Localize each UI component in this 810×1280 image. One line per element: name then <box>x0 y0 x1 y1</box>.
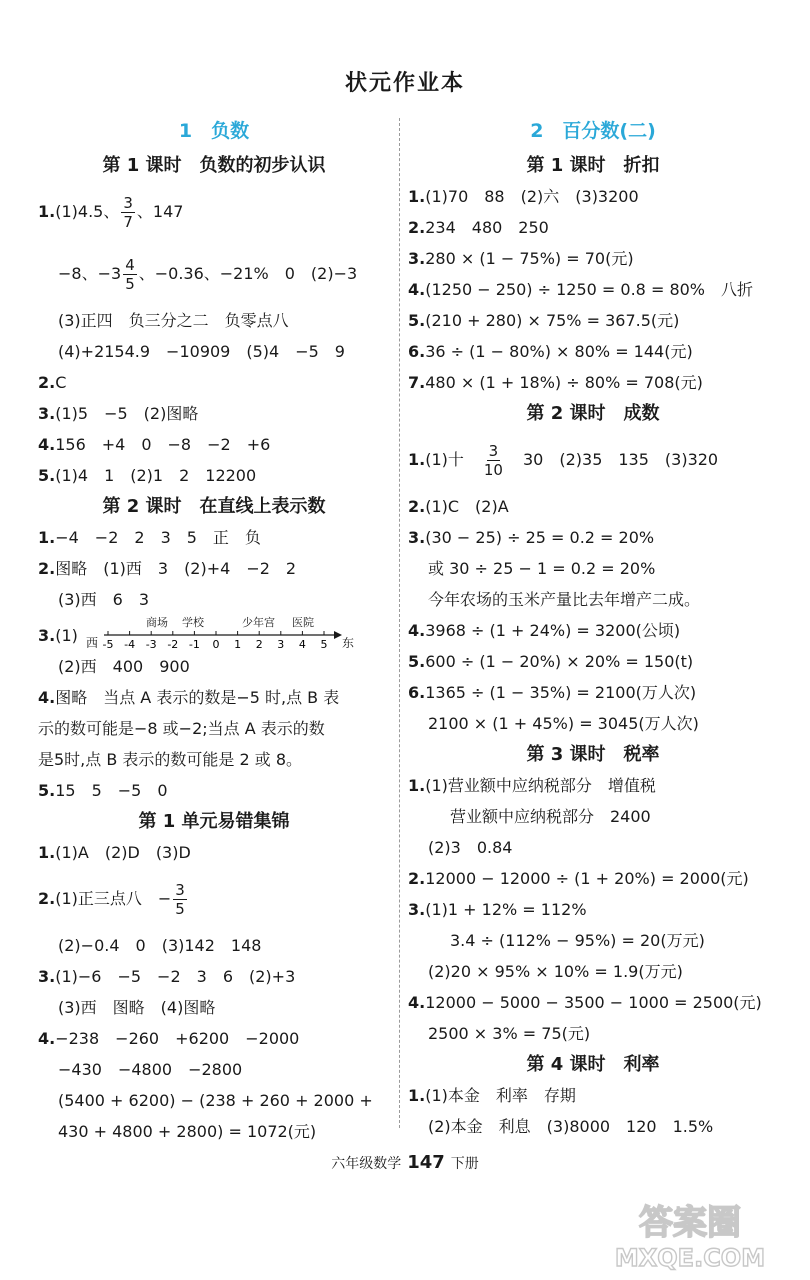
number-line-west-label: 西 <box>85 636 98 650</box>
answer-line: (3)西 6 3 <box>58 590 150 609</box>
fraction: $\frac{3}{7}$ <box>123 194 133 231</box>
answer-line: 2.C <box>38 373 67 392</box>
answer-line: 7.480 × (1 + 18%) ÷ 80% = 708(元) <box>408 373 703 392</box>
answer-line: 2100 × (1 + 45%) = 3045(万人次) <box>428 714 699 733</box>
answer-line: (2)20 × 95% × 10% = 1.9(万元) <box>428 962 683 981</box>
answer-line: 3.(30 − 25) ÷ 25 = 0.2 = 20% <box>408 528 655 547</box>
answer-line: (3)西 图略 (4)图略 <box>58 998 216 1017</box>
answer-line: 1.(1)4.5、 $\frac{3}{7}$ 、147 <box>38 194 184 231</box>
footer-grade: 六年级数学 <box>331 1156 402 1172</box>
number-line-tick-label: 3 <box>277 638 285 651</box>
svg-text:答案圈: 答案圈 <box>639 1203 741 1243</box>
answer-line: 1.−4 −2 2 3 5 正 负 <box>38 528 261 547</box>
page-footer <box>0 1152 810 1173</box>
unit-title: 2 百分数(二) <box>530 120 656 142</box>
answer-line: 4.12000 − 5000 − 3500 − 1000 = 2500(元) <box>408 993 762 1012</box>
unit-title: 1 负数 <box>178 120 250 142</box>
fraction: $\frac{3}{10}$ <box>483 442 503 479</box>
answer-line: 3.280 × (1 − 75%) = 70(元) <box>408 249 634 268</box>
answer-line: 1.(1)营业额中应纳税部分 增值税 <box>408 776 656 795</box>
answer-line: 是5时,点 B 表示的数可能是 2 或 8。 <box>38 750 303 769</box>
left-column <box>38 112 390 1147</box>
answer-line: 或 30 ÷ 25 − 1 = 0.2 = 20% <box>428 559 656 578</box>
number-line-tick-label: 4 <box>298 638 306 651</box>
number-line-ticks <box>102 631 327 651</box>
answer-line: 1.(1)本金 利率 存期 <box>408 1086 576 1105</box>
number-line-tick-label: -1 <box>188 638 200 651</box>
place-label-school: 学校 <box>181 616 204 629</box>
lesson-title: 第 2 课时 在直线上表示数 <box>102 496 326 517</box>
lesson-title: 第 1 课时 负数的初步认识 <box>102 155 326 176</box>
answer-line: 3.(1)5 −5 (2)图略 <box>38 404 199 423</box>
answer-line: 2.(1)C (2)A <box>408 497 509 516</box>
answer-line: 3.4 ÷ (112% − 95%) = 20(万元) <box>450 931 705 950</box>
answer-line: 2.(1)正三点八 − $\frac{3}{5}$ <box>38 881 185 918</box>
answer-line: 430 + 4800 + 2800) = 1072(元) <box>58 1122 317 1141</box>
answer-line: 4.−238 −260 +6200 −2000 <box>38 1029 300 1048</box>
answer-line: (2)−0.4 0 (3)142 148 <box>58 936 262 955</box>
number-line-tick-label: 1 <box>233 638 241 651</box>
number-line-tick-label: -5 <box>102 638 114 651</box>
answer-line: −8、−3 $\frac{4}{5}$ 、−0.36、−21% 0 (2)−3 <box>58 256 358 293</box>
answer-line: 2.234 480 250 <box>408 218 549 237</box>
place-label-youth-palace: 少年宫 <box>241 616 275 629</box>
answer-line: 5.15 5 −5 0 <box>38 781 168 800</box>
answer-line: 6.36 ÷ (1 − 80%) × 80% = 144(元) <box>408 342 693 361</box>
answer-line: (3)正四 负三分之二 负零点八 <box>58 311 289 330</box>
answer-line: 4.(1250 − 250) ÷ 1250 = 0.8 = 80% 八折 <box>408 280 754 299</box>
answer-line: (2)3 0.84 <box>428 838 513 857</box>
number-line-tick-label: 5 <box>320 638 328 651</box>
answer-line: 2.12000 − 12000 ÷ (1 + 20%) = 2000(元) <box>408 869 749 888</box>
number-line-tick-label: -3 <box>145 638 157 651</box>
page-title: 状元作业本 <box>344 71 465 96</box>
lesson-title: 第 2 课时 成数 <box>526 403 660 424</box>
answer-line: 5.600 ÷ (1 − 20%) × 20% = 150(t) <box>408 652 694 671</box>
answer-line: (2)本金 利息 (3)8000 120 1.5% <box>428 1117 714 1136</box>
answer-line: 3.(1) 西 东 -5 -4 -3 -2 -1 0 1 2 3 4 5 商场 学校 少年宫 医院 <box>38 616 354 651</box>
answer-line: 3.(1)−6 −5 −2 3 6 (2)+3 <box>38 967 296 986</box>
answer-line: 1.(1)70 88 (2)六 (3)3200 <box>408 187 639 206</box>
answer-line: 2.图略 (1)西 3 (2)+4 −2 2 <box>38 559 297 578</box>
answer-line: 4.图略 当点 A 表示的数是−5 时,点 B 表 <box>38 688 340 707</box>
fraction: $\frac{4}{5}$ <box>125 256 135 293</box>
number-line-tick-label: -4 <box>124 638 135 651</box>
lesson-title: 第 3 课时 税率 <box>526 744 660 765</box>
lesson-title: 第 1 单元易错集锦 <box>138 811 290 832</box>
answer-line: (5400 + 6200) − (238 + 260 + 2000 + <box>58 1091 373 1110</box>
watermark-logo <box>590 1192 790 1272</box>
page-number: 147 <box>407 1152 445 1173</box>
answer-line: 5.(210 + 280) × 75% = 367.5(元) <box>408 311 680 330</box>
answer-line: (4)+2154.9 −10909 (5)4 −5 9 <box>58 342 345 361</box>
right-column <box>408 112 778 1142</box>
answer-line: 3.(1)1 + 12% = 112% <box>408 900 587 919</box>
answer-line: 营业额中应纳税部分 2400 <box>450 807 651 826</box>
answer-line: (2)西 400 900 <box>58 657 190 676</box>
column-divider <box>399 118 400 1128</box>
answer-line: 4.3968 ÷ (1 + 24%) = 3200(公顷) <box>408 621 681 640</box>
number-line-tick-label: -2 <box>167 638 179 651</box>
number-line-figure <box>84 615 354 651</box>
place-label-mall: 商场 <box>145 616 168 629</box>
answer-line: 5.(1)4 1 (2)1 2 12200 <box>38 466 257 485</box>
answer-line: 6.1365 ÷ (1 − 35%) = 2100(万人次) <box>408 683 697 702</box>
fraction: $\frac{3}{5}$ <box>175 881 185 918</box>
answer-line: 4.156 +4 0 −8 −2 +6 <box>38 435 271 454</box>
number-line-east-label: 东 <box>341 636 354 650</box>
number-line-tick-label: 0 <box>212 638 220 651</box>
lesson-title: 第 4 课时 利率 <box>526 1054 660 1075</box>
answer-line: 1.(1)A (2)D (3)D <box>38 843 191 862</box>
answer-line: 示的数可能是−8 或−2;当点 A 表示的数 <box>38 719 325 738</box>
lesson-title: 第 1 课时 折扣 <box>526 155 660 176</box>
footer-volume: 下册 <box>450 1156 479 1172</box>
answer-line: 2500 × 3% = 75(元) <box>428 1024 591 1043</box>
answer-line: 今年农场的玉米产量比去年增产二成。 <box>428 590 701 609</box>
svg-text:MXQE.COM: MXQE.COM <box>614 1244 766 1272</box>
answer-line: 1.(1)十 $\frac{3}{10}$ 30 (2)35 135 (3)320 <box>408 442 719 479</box>
number-line-tick-label: 2 <box>255 638 263 651</box>
place-label-hospital: 医院 <box>291 616 314 629</box>
answer-line: −430 −4800 −2800 <box>58 1060 243 1079</box>
